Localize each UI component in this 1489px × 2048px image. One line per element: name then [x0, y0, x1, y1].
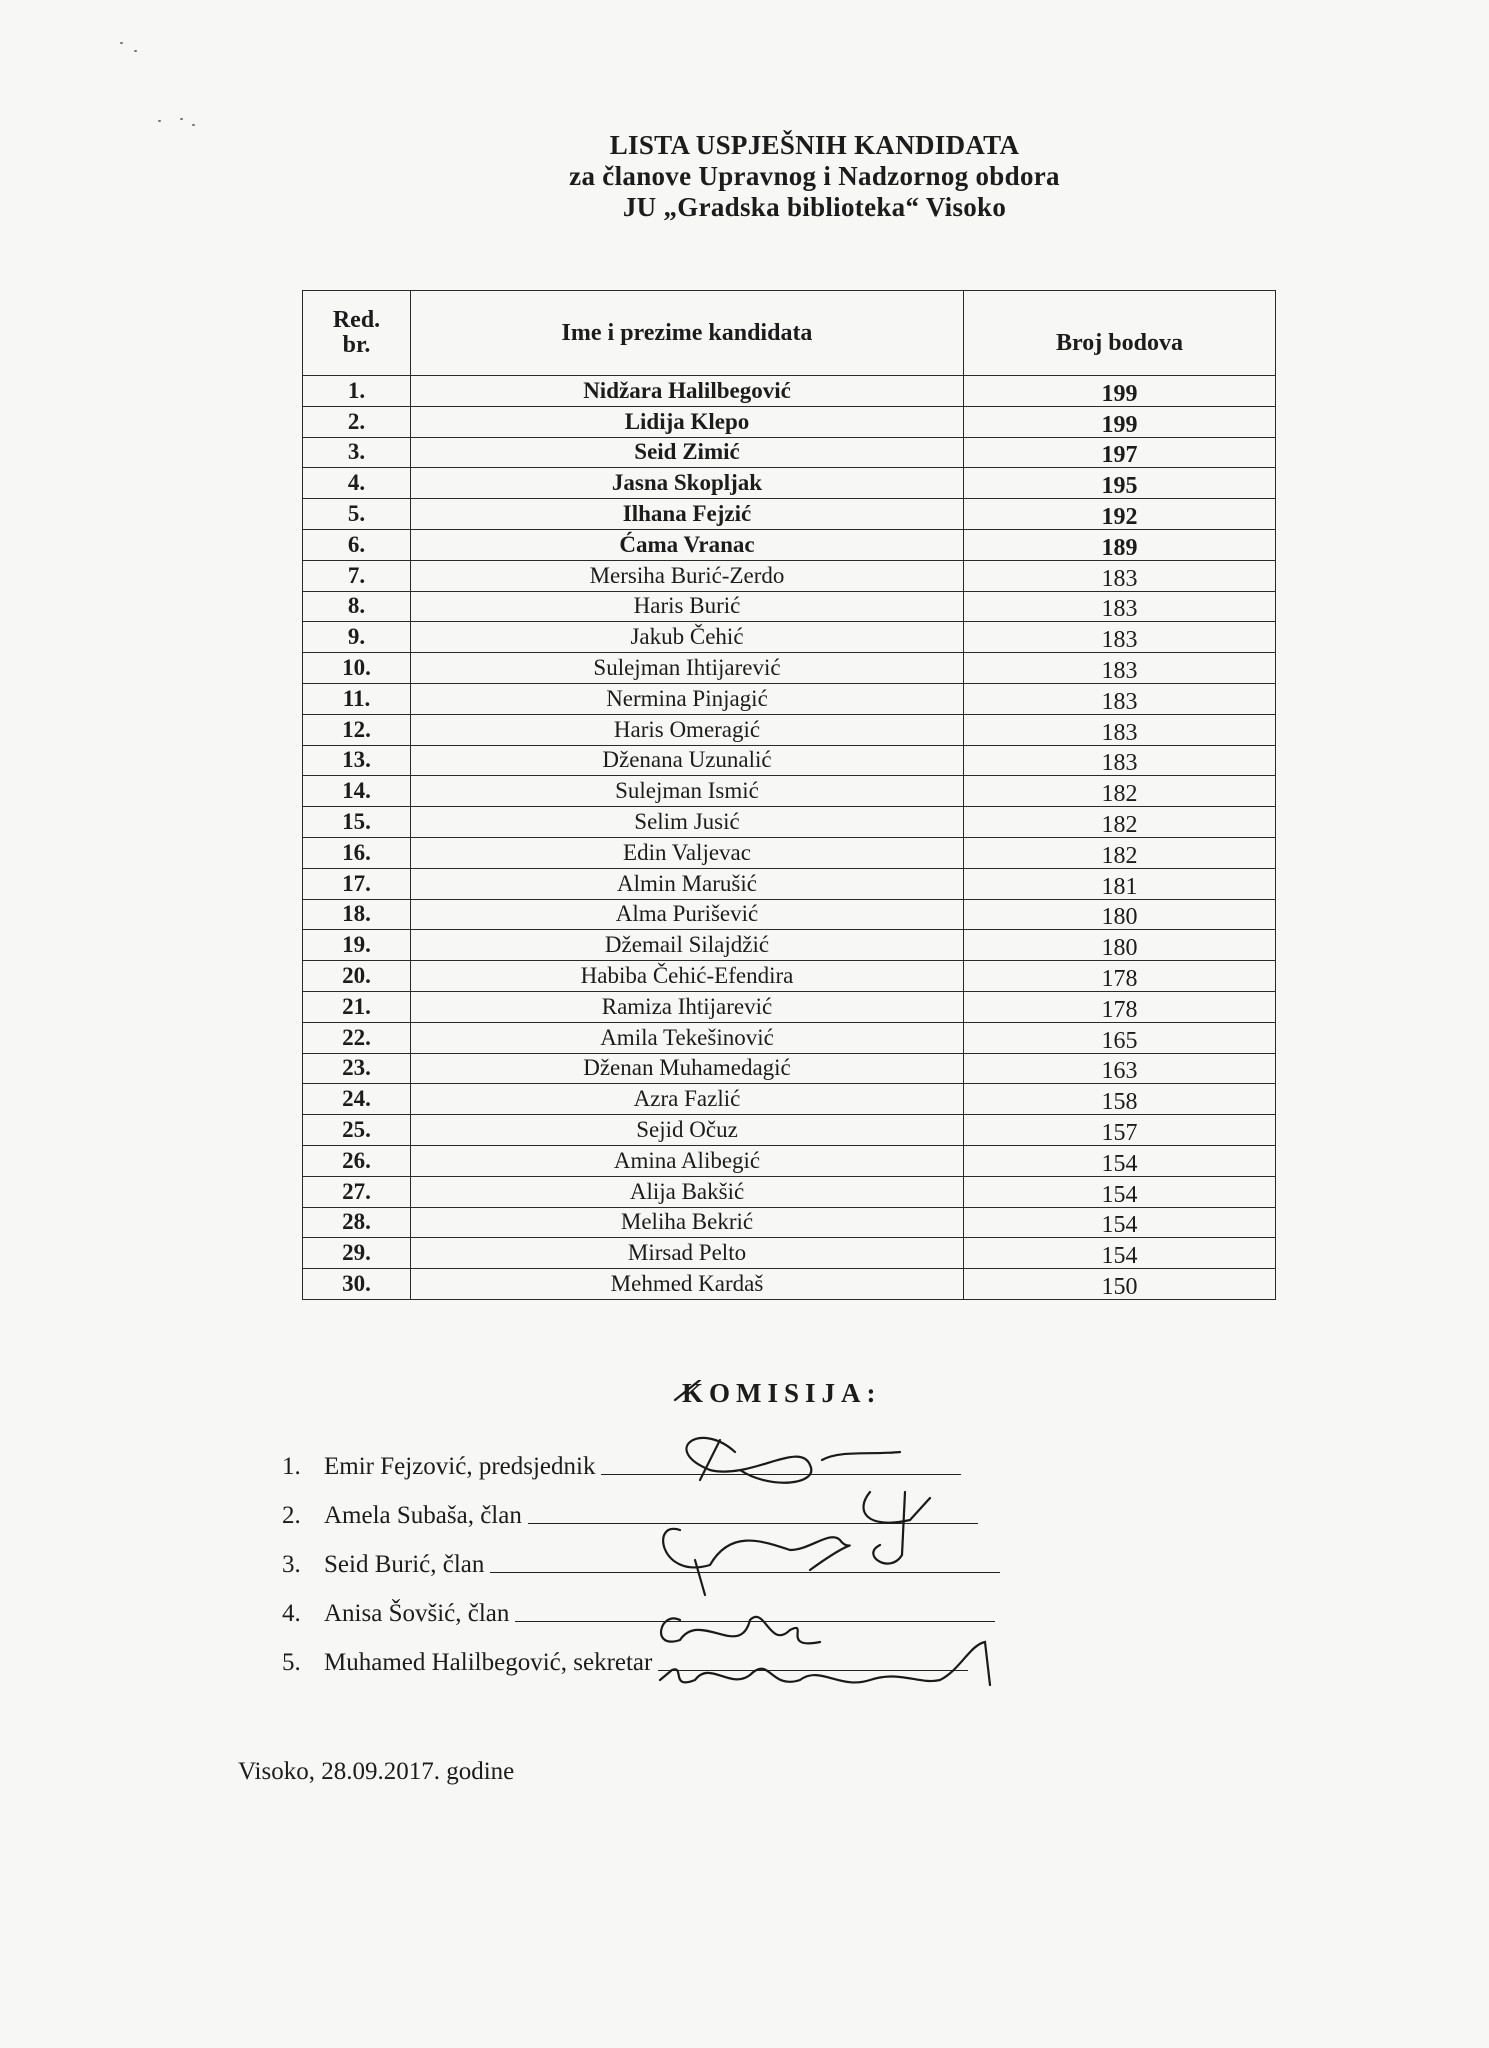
table-row — [303, 591, 1276, 622]
table-header-row — [303, 291, 1276, 376]
row-number: 1. — [303, 376, 411, 407]
table-row — [303, 376, 1276, 407]
candidate-points: 154 — [964, 1176, 1276, 1207]
candidate-points: 180 — [964, 899, 1276, 930]
candidate-name: Meliha Bekrić — [411, 1207, 964, 1238]
signature-mark — [686, 1438, 811, 1483]
candidate-points: 158 — [964, 1084, 1276, 1115]
col-header-rb-line2: br. — [342, 332, 371, 358]
candidate-points: 157 — [964, 1115, 1276, 1146]
row-number: 5. — [303, 499, 411, 530]
candidate-name: Mehmed Kardaš — [411, 1269, 964, 1300]
table-row — [303, 807, 1276, 838]
candidate-name: Habiba Čehić-Efendira — [411, 961, 964, 992]
row-number: 21. — [303, 991, 411, 1022]
candidate-points: 183 — [964, 560, 1276, 591]
row-number: 14. — [303, 776, 411, 807]
table-row — [303, 1207, 1276, 1238]
member-name: Amela Subaša, član — [324, 1502, 522, 1529]
table-row — [303, 714, 1276, 745]
candidate-name: Nidžara Halilbegović — [411, 376, 964, 407]
candidate-points: 189 — [964, 529, 1276, 560]
member-number: 4. — [282, 1600, 301, 1627]
candidate-name: Jakub Čehić — [411, 622, 964, 653]
candidate-points: 183 — [964, 622, 1276, 653]
table-row — [303, 683, 1276, 714]
candidate-points: 192 — [964, 499, 1276, 530]
candidate-points: 181 — [964, 868, 1276, 899]
header-subtitle: za članove Upravnog i Nadzornog obdora — [569, 161, 1060, 191]
member-name: Anisa Šovšić, član — [324, 1600, 510, 1627]
candidate-points: 154 — [964, 1145, 1276, 1176]
scan-speck — [180, 118, 183, 120]
row-number: 13. — [303, 745, 411, 776]
member-number: 3. — [282, 1551, 301, 1578]
candidate-name: Sejid Očuz — [411, 1115, 964, 1146]
candidate-name: Edin Valjevac — [411, 837, 964, 868]
candidate-name: Selim Jusić — [411, 807, 964, 838]
col-header-rb-line1: Red. — [332, 307, 381, 333]
member-name: Seid Burić, član — [324, 1551, 485, 1578]
row-number: 18. — [303, 899, 411, 930]
signature-mark — [822, 1452, 900, 1460]
candidate-points: 182 — [964, 837, 1276, 868]
candidate-points: 199 — [964, 406, 1276, 437]
candidate-name: Dženana Uzunalić — [411, 745, 964, 776]
member-number: 2. — [282, 1502, 301, 1529]
candidate-name: Almin Marušić — [411, 868, 964, 899]
candidate-name: Ilhana Fejzić — [411, 499, 964, 530]
document-date: Visoko, 28.09.2017. godine — [238, 1758, 515, 1785]
table-row — [303, 1145, 1276, 1176]
table-row — [303, 529, 1276, 560]
candidates-table — [302, 290, 1276, 1300]
table-row — [303, 1269, 1276, 1300]
candidate-points: 182 — [964, 776, 1276, 807]
table-row — [303, 468, 1276, 499]
row-number: 3. — [303, 437, 411, 468]
row-number: 9. — [303, 622, 411, 653]
commission-title: KOMISIJA: — [682, 1378, 882, 1408]
member-name: Muhamed Halilbegović, sekretar — [324, 1649, 653, 1676]
candidate-name: Azra Fazlić — [411, 1084, 964, 1115]
candidate-points: 180 — [964, 930, 1276, 961]
candidate-name: Lidija Klepo — [411, 406, 964, 437]
table-row — [303, 1238, 1276, 1269]
candidate-points: 197 — [964, 437, 1276, 468]
candidate-name: Džemail Silajdžić — [411, 930, 964, 961]
candidate-name: Jasna Skopljak — [411, 468, 964, 499]
candidate-points: 178 — [964, 961, 1276, 992]
candidate-points: 165 — [964, 1022, 1276, 1053]
col-header-name: Ime i prezime kandidata — [411, 291, 964, 376]
header-title: LISTA USPJEŠNIH KANDIDATA — [609, 130, 1020, 160]
table-row — [303, 406, 1276, 437]
table-row — [303, 1053, 1276, 1084]
candidate-points: 178 — [964, 991, 1276, 1022]
candidate-points: 195 — [964, 468, 1276, 499]
scan-speck — [192, 124, 195, 126]
table-row — [303, 437, 1276, 468]
row-number: 28. — [303, 1207, 411, 1238]
candidate-name: Alma Purišević — [411, 899, 964, 930]
row-number: 27. — [303, 1176, 411, 1207]
candidate-points: 199 — [964, 376, 1276, 407]
signature-mark — [863, 1492, 930, 1523]
candidate-points: 163 — [964, 1053, 1276, 1084]
row-number: 19. — [303, 930, 411, 961]
row-number: 17. — [303, 868, 411, 899]
row-number: 8. — [303, 591, 411, 622]
scan-speck — [120, 42, 123, 44]
candidate-points: 183 — [964, 653, 1276, 684]
candidate-name: Seid Zimić — [411, 437, 964, 468]
table-row — [303, 560, 1276, 591]
table-row — [303, 1176, 1276, 1207]
member-number: 1. — [282, 1453, 301, 1480]
row-number: 20. — [303, 961, 411, 992]
candidate-name: Amina Alibegić — [411, 1145, 964, 1176]
candidate-name: Dženan Muhamedagić — [411, 1053, 964, 1084]
member-name: Emir Fejzović, predsjednik — [324, 1453, 596, 1480]
table-row — [303, 776, 1276, 807]
table-row — [303, 991, 1276, 1022]
candidate-name: Haris Burić — [411, 591, 964, 622]
row-number: 11. — [303, 683, 411, 714]
row-number: 26. — [303, 1145, 411, 1176]
table-row — [303, 837, 1276, 868]
table-row — [303, 745, 1276, 776]
row-number: 25. — [303, 1115, 411, 1146]
row-number: 6. — [303, 529, 411, 560]
row-number: 22. — [303, 1022, 411, 1053]
candidate-name: Mersiha Burić-Zerdo — [411, 560, 964, 591]
table-row — [303, 961, 1276, 992]
candidate-name: Nermina Pinjagić — [411, 683, 964, 714]
candidate-name: Haris Omeragić — [411, 714, 964, 745]
row-number: 24. — [303, 1084, 411, 1115]
candidate-name: Mirsad Pelto — [411, 1238, 964, 1269]
table-row — [303, 1084, 1276, 1115]
row-number: 10. — [303, 653, 411, 684]
scan-speck — [134, 50, 137, 52]
document-header — [0, 130, 1489, 223]
candidate-points: 154 — [964, 1207, 1276, 1238]
col-header-rb — [303, 291, 411, 376]
scan-speck — [158, 120, 161, 122]
table-row — [303, 653, 1276, 684]
table-row — [303, 622, 1276, 653]
table-row — [303, 899, 1276, 930]
signature-mark — [700, 1440, 720, 1480]
table-row — [303, 868, 1276, 899]
table-row — [303, 930, 1276, 961]
candidate-points: 150 — [964, 1269, 1276, 1300]
candidate-points: 183 — [964, 591, 1276, 622]
signature-mark — [663, 1529, 850, 1570]
candidate-points: 182 — [964, 807, 1276, 838]
table-row — [303, 1022, 1276, 1053]
row-number: 15. — [303, 807, 411, 838]
row-number: 4. — [303, 468, 411, 499]
signature-mark — [873, 1492, 905, 1564]
candidate-name: Ramiza Ihtijarević — [411, 991, 964, 1022]
col-header-points: Broj bodova — [964, 291, 1276, 376]
table-row — [303, 1115, 1276, 1146]
candidate-points: 154 — [964, 1238, 1276, 1269]
row-number: 12. — [303, 714, 411, 745]
row-number: 23. — [303, 1053, 411, 1084]
candidate-points: 183 — [964, 745, 1276, 776]
candidate-points: 183 — [964, 683, 1276, 714]
handwritten-signatures — [640, 1380, 1060, 1710]
header-institution: JU „Gradska biblioteka“ Visoko — [622, 192, 1007, 222]
candidate-name: Alija Bakšić — [411, 1176, 964, 1207]
row-number: 29. — [303, 1238, 411, 1269]
candidate-name: Sulejman Ismić — [411, 776, 964, 807]
signature-mark — [675, 1380, 700, 1400]
row-number: 16. — [303, 837, 411, 868]
member-number: 5. — [282, 1649, 301, 1676]
row-number: 30. — [303, 1269, 411, 1300]
table-row — [303, 499, 1276, 530]
candidate-name: Sulejman Ihtijarević — [411, 653, 964, 684]
candidate-name: Amila Tekešinović — [411, 1022, 964, 1053]
signature-mark — [661, 1617, 820, 1643]
candidate-points: 183 — [964, 714, 1276, 745]
row-number: 2. — [303, 406, 411, 437]
signature-mark — [660, 1642, 990, 1685]
candidate-name: Ćama Vranac — [411, 529, 964, 560]
row-number: 7. — [303, 560, 411, 591]
signature-mark — [695, 1560, 705, 1595]
